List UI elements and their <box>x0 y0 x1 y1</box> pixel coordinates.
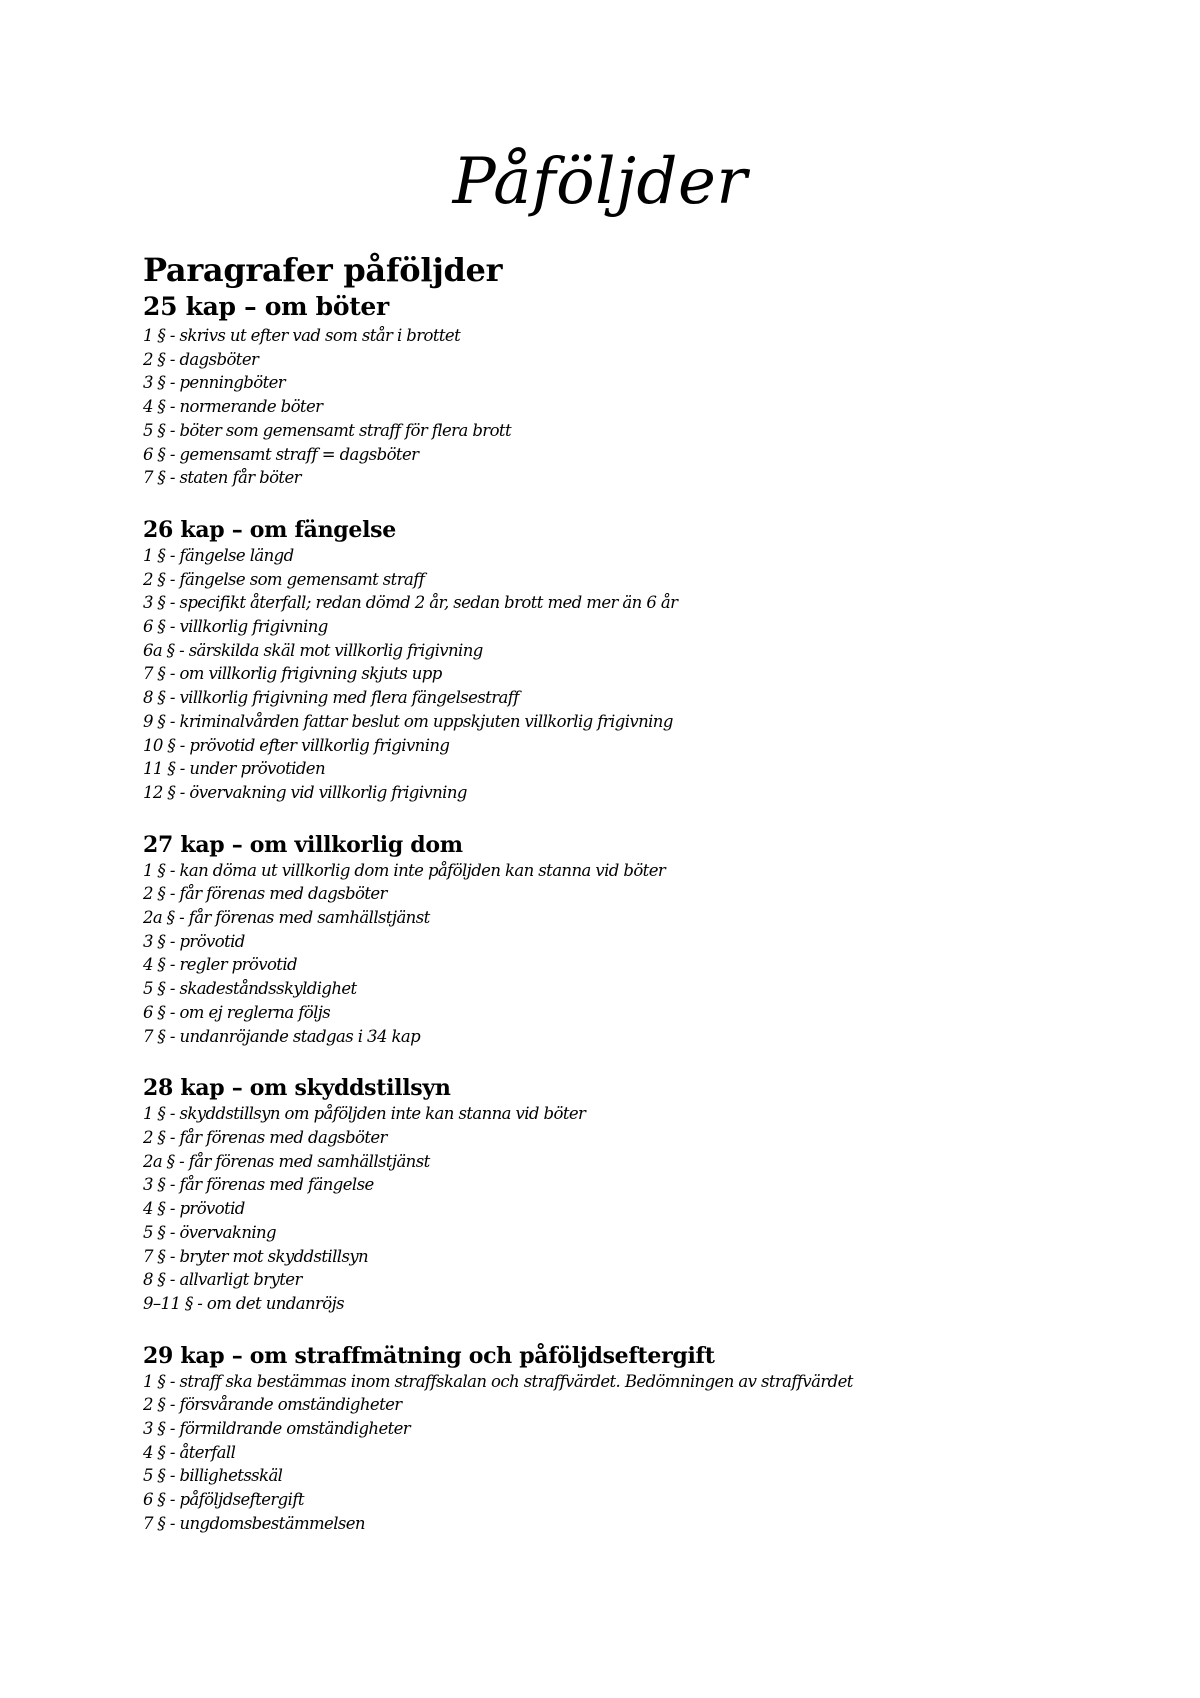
paragraph-item: 6 § - villkorlig frigivning <box>143 617 328 637</box>
paragraph-item: 4 § - regler prövotid <box>143 955 297 975</box>
paragraph-item: 5 § - billighetsskäl <box>143 1466 283 1486</box>
paragraph-item: 3 § - penningböter <box>143 373 286 393</box>
paragraph-item: 7 § - ungdomsbestämmelsen <box>143 1513 365 1533</box>
paragraph-item: 5 § - övervakning <box>143 1222 277 1242</box>
paragraph-item: 11 § - under prövotiden <box>143 759 325 779</box>
document-content <box>143 250 1143 1536</box>
paragraph-item: 1 § - skrivs ut efter vad som står i brottet <box>143 326 461 345</box>
paragraph-item: 7 § - bryter mot skyddstillsyn <box>143 1246 369 1266</box>
paragraph-item: 8 § - allvarligt bryter <box>143 1270 302 1290</box>
paragraph-item: 1 § - fängelse längd <box>143 545 294 565</box>
paragraph-list <box>143 859 1143 1049</box>
paragraph-list <box>143 1102 1143 1315</box>
paragraph-item: 2a § - får förenas med samhällstjänst <box>143 908 430 928</box>
paragraph-item: 9–11 § - om det undanröjs <box>143 1293 345 1313</box>
chapter-heading: 26 kap – om fängelse <box>143 516 396 543</box>
paragraph-item: 3 § - prövotid <box>143 931 245 951</box>
paragraph-item: 8 § - villkorlig frigivning med flera fängelsestraff <box>143 688 519 708</box>
paragraph-item: 10 § - prövotid efter villkorlig frigivning <box>143 735 450 755</box>
paragraph-item: 3 § - specifikt återfall; redan dömd 2 år, sedan brott med mer än 6 år <box>143 593 678 613</box>
paragraph-item: 7 § - om villkorlig frigivning skjuts upp <box>143 664 442 684</box>
paragraph-item: 2 § - dagsböter <box>143 349 259 369</box>
paragraph-item: 1 § - skyddstillsyn om påföljden inte kan stanna vid böter <box>143 1104 586 1124</box>
paragraph-item: 6a § - särskilda skäl mot villkorlig frigivning <box>143 640 483 660</box>
document-title: Påföljder <box>452 145 748 219</box>
paragraph-item: 6 § - påföljdseftergift <box>143 1490 304 1510</box>
paragraph-item: 7 § - undanröjande stadgas i 34 kap <box>143 1026 421 1046</box>
paragraph-item: 4 § - normerande böter <box>143 397 323 417</box>
chapter-heading: 25 kap – om böter <box>143 292 389 321</box>
paragraph-item: 5 § - skadeståndsskyldighet <box>143 979 357 999</box>
paragraph-item: 5 § - böter som gemensamt straff för flera brott <box>143 420 511 440</box>
paragraph-item: 2a § - får förenas med samhällstjänst <box>143 1151 430 1171</box>
paragraph-item: 9 § - kriminalvården fattar beslut om uppskjuten villkorlig frigivning <box>143 711 673 731</box>
chapter-heading: 29 kap – om straffmätning och påföljdseftergift <box>143 1342 715 1369</box>
chapter-section-29 <box>143 1342 1143 1536</box>
chapter-section-26 <box>143 516 1143 805</box>
paragraph-item: 1 § - straff ska bestämmas inom straffskalan och straffvärdet. Bedömningen av straffvärdet <box>143 1371 853 1391</box>
paragraph-item: 4 § - återfall <box>143 1442 236 1462</box>
paragraph-item: 6 § - gemensamt straff = dagsböter <box>143 444 419 464</box>
paragraph-list <box>143 544 1143 805</box>
paragraph-item: 12 § - övervakning vid villkorlig frigivning <box>143 782 467 802</box>
paragraph-item: 2 § - fängelse som gemensamt straff <box>143 569 425 589</box>
paragraph-item: 1 § - kan döma ut villkorlig dom inte påföljden kan stanna vid böter <box>143 860 666 880</box>
paragraph-item: 6 § - om ej reglerna följs <box>143 1002 331 1022</box>
paragraph-list <box>143 324 1143 490</box>
chapter-section-27 <box>143 831 1143 1049</box>
chapter-section-25 <box>143 290 1143 490</box>
paragraph-list <box>143 1370 1143 1536</box>
paragraph-item: 2 § - försvårande omständigheter <box>143 1395 402 1415</box>
paragraph-item: 4 § - prövotid <box>143 1199 245 1219</box>
paragraph-item: 7 § - staten får böter <box>143 468 301 488</box>
paragraph-item: 3 § - förmildrande omständigheter <box>143 1419 411 1439</box>
chapter-heading: 27 kap – om villkorlig dom <box>143 831 463 858</box>
paragraph-item: 2 § - får förenas med dagsböter <box>143 884 387 904</box>
paragraph-item: 2 § - får förenas med dagsböter <box>143 1127 387 1147</box>
paragraph-item: 3 § - får förenas med fängelse <box>143 1175 374 1195</box>
chapter-section-28 <box>143 1074 1143 1315</box>
main-heading: Paragrafer påföljder <box>143 251 503 289</box>
chapter-heading: 28 kap – om skyddstillsyn <box>143 1075 451 1102</box>
